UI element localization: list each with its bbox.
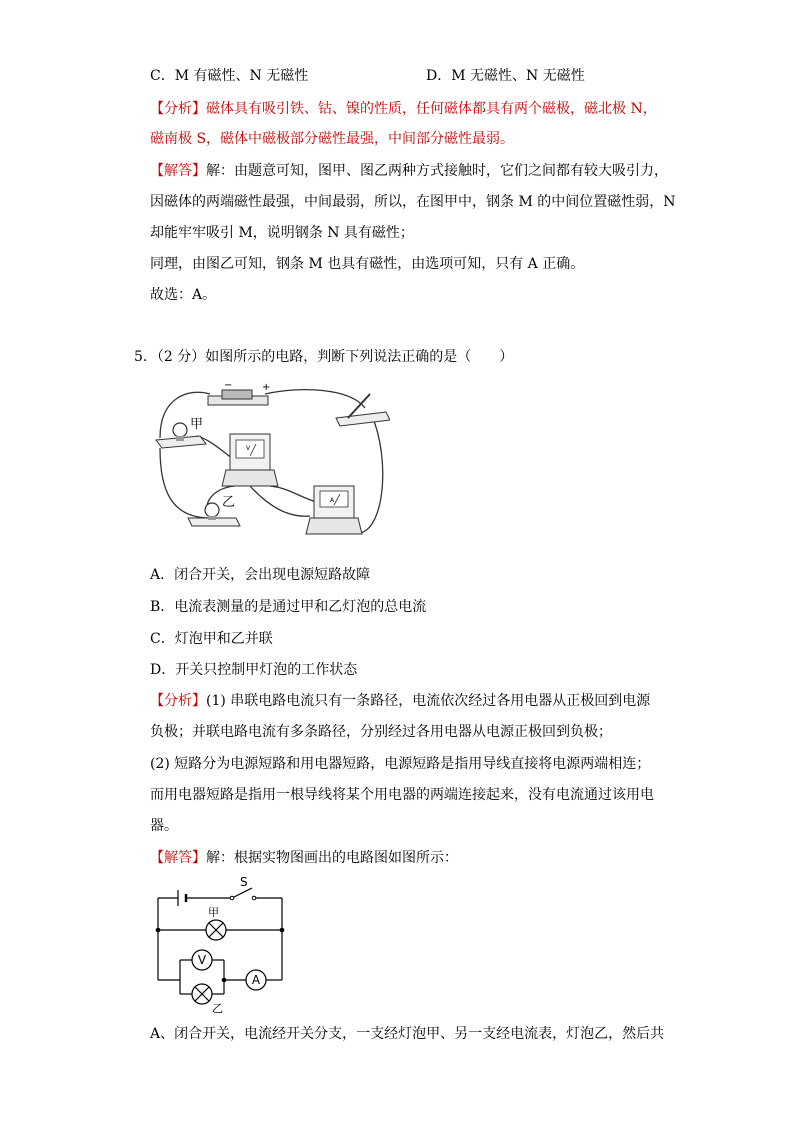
option-d-prev: D．M 无磁性、N 无磁性 [426,68,585,84]
switch-s-label: S [240,876,248,889]
option-d: D．开关只控制甲灯泡的工作状态 [150,662,358,678]
voltmeter-symbol-label: V [197,953,207,967]
junction-dot [156,928,161,933]
ammeter-symbol-label: A [251,973,261,987]
junction-dot [222,978,227,983]
switch [336,394,390,426]
circuit-schematic [150,876,300,1016]
q5-analysis-line-1: 【分析】(1) 串联电路电流只有一条路径，电流依次经过各用电器从正极回到电源 [150,693,651,709]
junction-dot [280,928,285,933]
q5-analysis-line-5: 器。 [150,818,178,834]
battery-minus-label: − [224,380,233,391]
lamp-yi-label: 乙 [222,495,236,510]
lamp-jia-schematic-label: 甲 [208,906,219,919]
lamp-jia-label: 甲 [190,417,204,432]
prev-answer-line-4: 同理，由图乙可知，钢条 M 也具有磁性，由选项可知，只有 A 正确。 [150,256,585,272]
ammeter-label: A [330,497,335,504]
option-c: C．灯泡甲和乙并联 [150,631,273,647]
answer-tag: 【解答】 [150,850,206,866]
option-c-prev: C．M 有磁性、N 无磁性 [150,68,309,84]
prev-answer-line-2: 因磁体的两端磁性最强，中间最弱，所以，在图甲中，钢条 M 的中间位置磁性弱，N [150,194,676,210]
prev-answer-line-1: 【解答】解：由题意可知，图甲、图乙两种方式接触时，它们之间都有较大吸引力， [150,163,668,179]
switch-contact-right [252,896,256,900]
answer-tag: 【解答】 [150,163,206,179]
lamp-yi-symbol [192,984,212,1004]
option-b: B．电流表测量的是通过甲和乙灯泡的总电流 [150,599,427,615]
q5-analysis-line-4: 而用电器短路是指用一根导线将某个用电器的两端连接起来，没有电流通过该用电 [150,787,654,803]
option-a: A．闭合开关，会出现电源短路故障 [150,567,371,583]
analysis-tag: 【分析】 [150,101,206,117]
analysis-tag: 【分析】 [150,693,206,709]
prev-answer-line-5: 故选：A。 [150,287,217,303]
prev-analysis-line-1: 【分析】磁体具有吸引铁、钴、镍的性质，任何磁体都具有两个磁极，磁北极 N， [150,101,657,117]
battery-holder [208,390,268,405]
battery-plus-label: + [262,382,271,393]
voltmeter-label: V [246,445,251,452]
lamp-yi-schematic-label: 乙 [212,1002,223,1015]
ammeter [306,486,362,534]
q5-analysis-line-2: 负极；并联电路电流有多条路径，分别经过各用电器从电源正极回到负极； [150,724,612,740]
prev-analysis-line-2: 磁南极 S，磁体中磁极部分磁性最强，中间部分磁性最弱。 [150,131,515,147]
q5-answer-last-line: A、闭合开关，电流经开关分支，一支经灯泡甲、另一支经电流表，灯泡乙，然后共 [150,1026,665,1042]
question-5-stem: 5．（2 分）如图所示的电路，判断下列说法正确的是（ ） [134,349,514,365]
switch-contact-left [230,896,234,900]
prev-answer-line-3: 却能牢牢吸引 M，说明钢条 N 具有磁性； [150,225,414,241]
q5-answer-line-1: 【解答】解：根据实物图画出的电路图如图所示： [150,850,458,866]
voltmeter [222,434,278,486]
lamp-jia-symbol [206,920,226,940]
circuit-photo-figure [150,378,390,554]
battery-symbol [178,890,186,906]
q5-analysis-line-3: (2) 短路分为电源短路和用电器短路，电源短路是指用导线直接将电源两端相连； [150,756,651,772]
